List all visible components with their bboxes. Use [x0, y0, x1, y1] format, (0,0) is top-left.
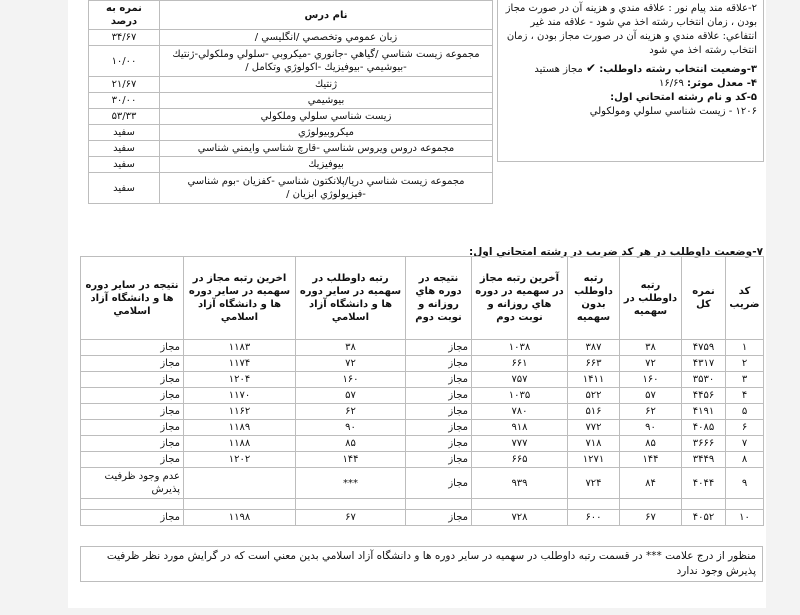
coefficient-code: ۶ [726, 420, 764, 436]
subject-name: مجموعه زيست شناسي /گياهي -جانوري -ميكروبي -سلولي وملكولي-ژنتيك -بيوشيمي -بيوفيزيك -اكولوژي وتكامل / [160, 46, 493, 77]
last-allowed-rank-other: ۱۱۶۲ [184, 404, 296, 420]
subject-name: مجموعه دروس ويروس شناسي -قارچ شناسي وايمني شناسي [160, 141, 493, 157]
total-score: ۴۰۵۲ [682, 510, 726, 526]
last-allowed-rank-day [472, 499, 568, 510]
subject-row [89, 141, 493, 157]
last-allowed-rank-day: ۹۱۸ [472, 420, 568, 436]
gpa-line [504, 77, 757, 91]
subject-scores-header [89, 1, 493, 30]
last-allowed-rank-day: ۶۶۵ [472, 452, 568, 468]
result-day: مجاز [406, 510, 472, 526]
coefficient-code: ۵ [726, 404, 764, 420]
exam-field-line [504, 91, 757, 119]
subject-row [89, 93, 493, 109]
results-row [81, 420, 764, 436]
subject-score: ۳۴/۶۷ [89, 30, 160, 46]
coefficient-code: ۱ [726, 340, 764, 356]
result-day: مجاز [406, 388, 472, 404]
quota-rank-other [296, 499, 406, 510]
last-allowed-rank-day: ۷۸۰ [472, 404, 568, 420]
total-score: ۳۴۴۹ [682, 452, 726, 468]
quota-rank: ۵۷ [620, 388, 682, 404]
header-result-day: نتيجه در دوره هاي روزانه و نوبت دوم [406, 257, 472, 340]
result-other: مجاز [81, 340, 184, 356]
last-allowed-rank-other: ۱۱۷۴ [184, 356, 296, 372]
subject-name: ميكروبيولوژي [160, 125, 493, 141]
rank-without-quota: ۱۴۱۱ [568, 372, 620, 388]
quota-rank-other: ۸۵ [296, 436, 406, 452]
selection-status-value: مجاز هستيد [534, 64, 583, 75]
last-allowed-rank-day: ۹۳۹ [472, 468, 568, 499]
last-allowed-rank-other: ۱۱۸۹ [184, 420, 296, 436]
header-quota-rank-other: رتبه داوطلب در سهميه در ساير دوره ها و دانشگاه آزاد اسلامي [296, 257, 406, 340]
quota-rank-other: *** [296, 468, 406, 499]
quota-rank-other: ۱۶۰ [296, 372, 406, 388]
result-day: مجاز [406, 372, 472, 388]
total-score: ۳۶۶۶ [682, 436, 726, 452]
coefficient-code: ۸ [726, 452, 764, 468]
results-row [81, 356, 764, 372]
last-allowed-rank-other: ۱۱۸۸ [184, 436, 296, 452]
quota-rank: ۶۲ [620, 404, 682, 420]
subject-row [89, 30, 493, 46]
header-result-other: نتيجه در ساير دوره ها و دانشگاه آزاد اسلامي [81, 257, 184, 340]
total-score: ۴۱۹۱ [682, 404, 726, 420]
coefficient-results-table [80, 256, 764, 526]
subject-score: ۵۳/۳۳ [89, 109, 160, 125]
header-quota-rank: رتبه داوطلب در سهميه [620, 257, 682, 340]
coefficient-code: ۴ [726, 388, 764, 404]
quota-rank: ۷۲ [620, 356, 682, 372]
results-row [81, 510, 764, 526]
result-other: مجاز [81, 420, 184, 436]
rank-without-quota: ۱۲۷۱ [568, 452, 620, 468]
subject-name: ژنتيك [160, 77, 493, 93]
subject-score: سفيد [89, 157, 160, 173]
rank-without-quota: ۳۸۷ [568, 340, 620, 356]
rank-without-quota: ۷۲۴ [568, 468, 620, 499]
quota-rank: ۳۸ [620, 340, 682, 356]
quota-rank: ۶۷ [620, 510, 682, 526]
quota-rank-other: ۳۸ [296, 340, 406, 356]
subject-scores-table [88, 0, 493, 204]
selection-status-label: ۳-وضعيت انتخاب رشته داوطلب: [599, 64, 757, 75]
results-row [81, 436, 764, 452]
results-row [81, 404, 764, 420]
rank-without-quota [568, 499, 620, 510]
total-score: ۴۳۱۷ [682, 356, 726, 372]
results-row [81, 372, 764, 388]
subject-name: زبان عمومي وتخصصي /انگليسي / [160, 30, 493, 46]
results-row [81, 452, 764, 468]
results-row [81, 499, 764, 510]
footnote: منظور از درج علامت *** در قسمت رتبه داوطلب در سهميه در ساير دوره ها و دانشگاه آزاد اسلامي بدين معني است كه در گرايش مورد نظر ظرفيت پذيرش وجود ندارد [80, 546, 763, 582]
total-score: ۴۴۵۶ [682, 388, 726, 404]
result-other [81, 499, 184, 510]
quota-rank: ۸۴ [620, 468, 682, 499]
header-last-allowed-rank-other: اخرين رتبه مجاز در سهميه در ساير دوره ها و دانشگاه آزاد اسلامي [184, 257, 296, 340]
results-header-row [81, 257, 764, 340]
coefficient-code: ۲ [726, 356, 764, 372]
quota-rank-other: ۵۷ [296, 388, 406, 404]
last-allowed-rank-other: ۱۱۹۸ [184, 510, 296, 526]
subject-row [89, 109, 493, 125]
result-day: مجاز [406, 436, 472, 452]
quota-rank-other: ۷۲ [296, 356, 406, 372]
subject-name: بيوشيمي [160, 93, 493, 109]
quota-rank-other: ۶۲ [296, 404, 406, 420]
subject-row [89, 157, 493, 173]
result-day: مجاز [406, 404, 472, 420]
result-day: مجاز [406, 420, 472, 436]
rank-without-quota: ۷۱۸ [568, 436, 620, 452]
coefficient-code: ۳ [726, 372, 764, 388]
last-allowed-rank-day: ۷۷۷ [472, 436, 568, 452]
gpa-value: ۱۶/۶۹ [659, 78, 684, 89]
last-allowed-rank-other: ۱۲۰۲ [184, 452, 296, 468]
header-last-allowed-rank-day: آخرين رتبه مجاز در سهميه در دوره هاي روزانه و نوبت دوم [472, 257, 568, 340]
subject-score: سفيد [89, 173, 160, 204]
total-score [682, 499, 726, 510]
result-other: مجاز [81, 356, 184, 372]
result-other: مجاز [81, 436, 184, 452]
results-row [81, 388, 764, 404]
section7-title: ۷-وضعيت داوطلب در هر كد ضريب در رشته امتحاني اول: [469, 246, 763, 258]
subject-name: زيست شناسي سلولي وملكولي [160, 109, 493, 125]
subject-row [89, 77, 493, 93]
result-day: مجاز [406, 468, 472, 499]
result-other: مجاز [81, 388, 184, 404]
result-other: مجاز [81, 372, 184, 388]
last-allowed-rank-day: ۶۶۱ [472, 356, 568, 372]
rank-without-quota: ۷۷۲ [568, 420, 620, 436]
quota-rank-other: ۱۴۴ [296, 452, 406, 468]
subject-name-header: نام درس [160, 1, 493, 30]
subject-score: ۱۰/۰۰ [89, 46, 160, 77]
subject-name: بيوفيزيك [160, 157, 493, 173]
coefficient-code: ۹ [726, 468, 764, 499]
last-allowed-rank-day: ۷۲۸ [472, 510, 568, 526]
rank-without-quota: ۵۱۶ [568, 404, 620, 420]
subject-name: مجموعه زيست شناسي دريا/پلانكتون شناسي -كفزيان -بوم شناسي -فيزيولوژي ابزيان / [160, 173, 493, 204]
subject-score-header: نمره به درصد [89, 1, 160, 30]
quota-rank: ۹۰ [620, 420, 682, 436]
selection-status-line [504, 61, 757, 77]
total-score: ۴۰۸۵ [682, 420, 726, 436]
subject-row [89, 46, 493, 77]
exam-field-value: ۱۲۰۶ - زيست شناسي سلولي ومولكولي [589, 106, 757, 117]
subject-score: سفيد [89, 125, 160, 141]
result-day [406, 499, 472, 510]
candidate-info-box [497, 0, 764, 162]
coefficient-code: ۱۰ [726, 510, 764, 526]
rank-without-quota: ۶۶۳ [568, 356, 620, 372]
quota-rank-other: ۹۰ [296, 420, 406, 436]
result-other: عدم وجود ظرفيت پذيرش [81, 468, 184, 499]
subject-row [89, 173, 493, 204]
result-other: مجاز [81, 510, 184, 526]
results-row [81, 340, 764, 356]
coefficient-code: ۷ [726, 436, 764, 452]
subject-score: ۳۰/۰۰ [89, 93, 160, 109]
last-allowed-rank-day: ۱۰۳۵ [472, 388, 568, 404]
header-rank-without-quota: رتبه داوطلب بدون سهميه [568, 257, 620, 340]
quota-rank: ۸۵ [620, 436, 682, 452]
last-allowed-rank-other [184, 468, 296, 499]
quota-rank-other: ۶۷ [296, 510, 406, 526]
last-allowed-rank-other: ۱۱۷۰ [184, 388, 296, 404]
quota-rank: ۱۶۰ [620, 372, 682, 388]
quota-rank: ۱۴۴ [620, 452, 682, 468]
last-allowed-rank-other: ۱۲۰۴ [184, 372, 296, 388]
rank-without-quota: ۶۰۰ [568, 510, 620, 526]
header-coefficient-code: كد ضريب [726, 257, 764, 340]
rank-without-quota: ۵۲۲ [568, 388, 620, 404]
check-icon: ✔ [585, 61, 597, 75]
total-score: ۳۵۳۰ [682, 372, 726, 388]
result-other: مجاز [81, 452, 184, 468]
result-day: مجاز [406, 356, 472, 372]
quota-rank [620, 499, 682, 510]
last-allowed-rank-other: ۱۱۸۳ [184, 340, 296, 356]
coefficient-code [726, 499, 764, 510]
gpa-label: ۴- معدل موثر: [687, 78, 757, 89]
results-row [81, 468, 764, 499]
subject-row [89, 125, 493, 141]
result-other: مجاز [81, 404, 184, 420]
result-day: مجاز [406, 452, 472, 468]
last-allowed-rank-day: ۱۰۳۸ [472, 340, 568, 356]
subject-score: سفيد [89, 141, 160, 157]
subject-score: ۲۱/۶۷ [89, 77, 160, 93]
total-score: ۴۷۵۹ [682, 340, 726, 356]
exam-field-label: ۵-کد و نام رشته امتحاني اول: [610, 92, 757, 103]
last-allowed-rank-day: ۷۵۷ [472, 372, 568, 388]
last-allowed-rank-other [184, 499, 296, 510]
result-day: مجاز [406, 340, 472, 356]
header-total-score: نمره كل [682, 257, 726, 340]
total-score: ۴۰۴۴ [682, 468, 726, 499]
interest-note: ۲-علاقه مند پيام نور : علاقه مندي و هزينه آن در صورت مجاز بودن ، زمان انتخاب رشته اخذ مي شود - علاقه مند غير انتفاعي: علاقه مندي و هزينه آن در صورت مجاز بودن ، زمان انتخاب رشته اخذ مي شود [505, 3, 757, 56]
